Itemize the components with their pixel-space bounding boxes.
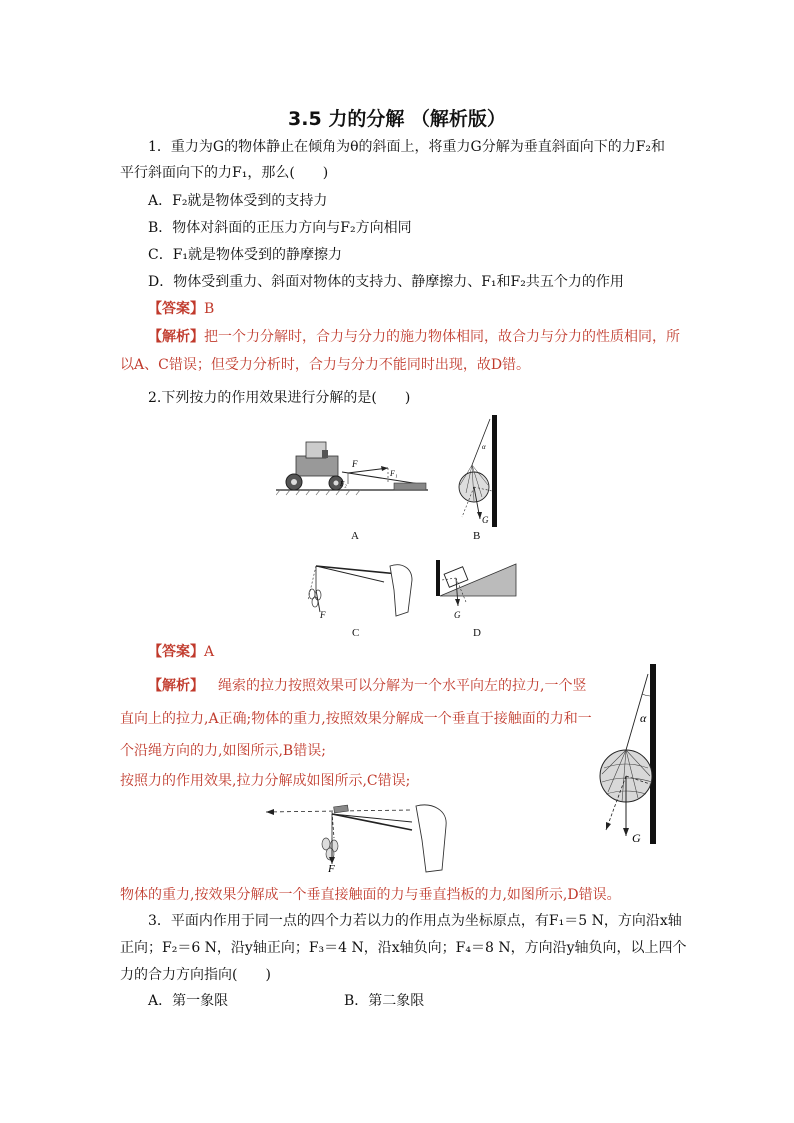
answer-tag: 【答案】 [148,301,204,317]
answer-value: B [204,301,215,317]
q2-analysis-line3: 个沿绳方向的力,如图所示,B错误; [120,743,326,759]
caption-d: D [473,627,481,639]
label-alpha: α [482,443,486,451]
q2-analysis-line1 [148,676,586,696]
q2-stem: 2.下列按力的作用效果进行分解的是( ) [148,390,411,406]
page-title: 3.5 力的分解 （解析版） [288,108,506,130]
label-alpha-big: α [640,711,647,725]
label-f1: F₁ [390,469,398,478]
analysis-tag: 【解析】 [148,329,204,345]
q1-stem-line1: 1．重力为G的物体静止在倾角为θ的斜面上，将重力G分解为垂直斜面向下的力F₂和 [148,139,666,155]
q2-answer [148,642,214,662]
q2-analysis-line2: 直向上的拉力,A正确;物体的重力,按照效果分解成一个垂直于接触面的力和一 [120,711,592,727]
q2-analysis-line5: 物体的重力,按效果分解成一个垂直接触面的力与垂直挡板的力,如图所示,D错误。 [120,887,621,903]
analysis-figure-ball [596,664,660,846]
q1-option-b: B．物体对斜面的正压力方向与F₂方向相同 [148,220,412,236]
q3-option-a: A．第一象限 [148,993,229,1009]
q3-option-b: B．第二象限 [344,993,425,1009]
caption-a: A [351,530,359,542]
label-g-d: G [454,610,461,620]
answer-tag: 【答案】 [148,644,204,660]
label-f-c: F [320,610,326,620]
q1-option-a: A．F₂就是物体受到的支持力 [148,193,328,209]
q1-option-c: C．F₁就是物体受到的静摩擦力 [148,247,343,263]
analysis-tag: 【解析】 [148,678,204,694]
q1-analysis-line2: 以A、C错误；但受力分析时，合力与分力不能同时出现，故D错。 [120,357,531,373]
q3-stem-line3: 力的合力方向指向( ) [120,967,271,983]
label-f2: F₂ [340,480,347,488]
caption-c: C [352,627,360,639]
label-f: F [352,459,358,469]
label-g: G [482,515,489,525]
q1-option-d: D．物体受到重力、斜面对物体的支持力、静摩擦力、F₁和F₂共五个力的作用 [148,274,624,290]
figure-b-ball-net [452,415,502,527]
q1-answer [148,299,214,319]
figure-c-hand-pole [298,560,416,620]
caption-b: B [473,530,481,542]
analysis-figure-hand [262,800,462,874]
figure-d-incline [436,556,518,622]
q3-stem-line2: 正向；F₂＝6 N，沿y轴正向；F₃＝4 N，沿x轴负向；F₄＝8 N，方向沿y轴负向，以上四个 [120,940,687,956]
answer-value: A [204,644,215,660]
label-g-big: G [632,831,641,845]
q1-analysis-line1 [148,327,680,347]
q3-stem-line1: 3．平面内作用于同一点的四个力若以力的作用点为坐标原点，有F₁＝5 N，方向沿x轴 [148,913,682,929]
q2-analysis-line4: 按照力的作用效果,拉力分解成如图所示,C错误; [120,773,411,789]
q1-stem-line2: 平行斜面向下的力F₁，那么( ) [120,165,329,181]
label-f-big: F [328,863,335,874]
analysis-text: 绳索的拉力按照效果可以分解为一个水平向左的拉力,一个竖 [218,678,587,694]
analysis-text: 把一个力分解时，合力与分力的施力物体相同，故合力与分力的性质相同，所 [204,329,680,345]
figure-a-tractor [276,438,428,496]
